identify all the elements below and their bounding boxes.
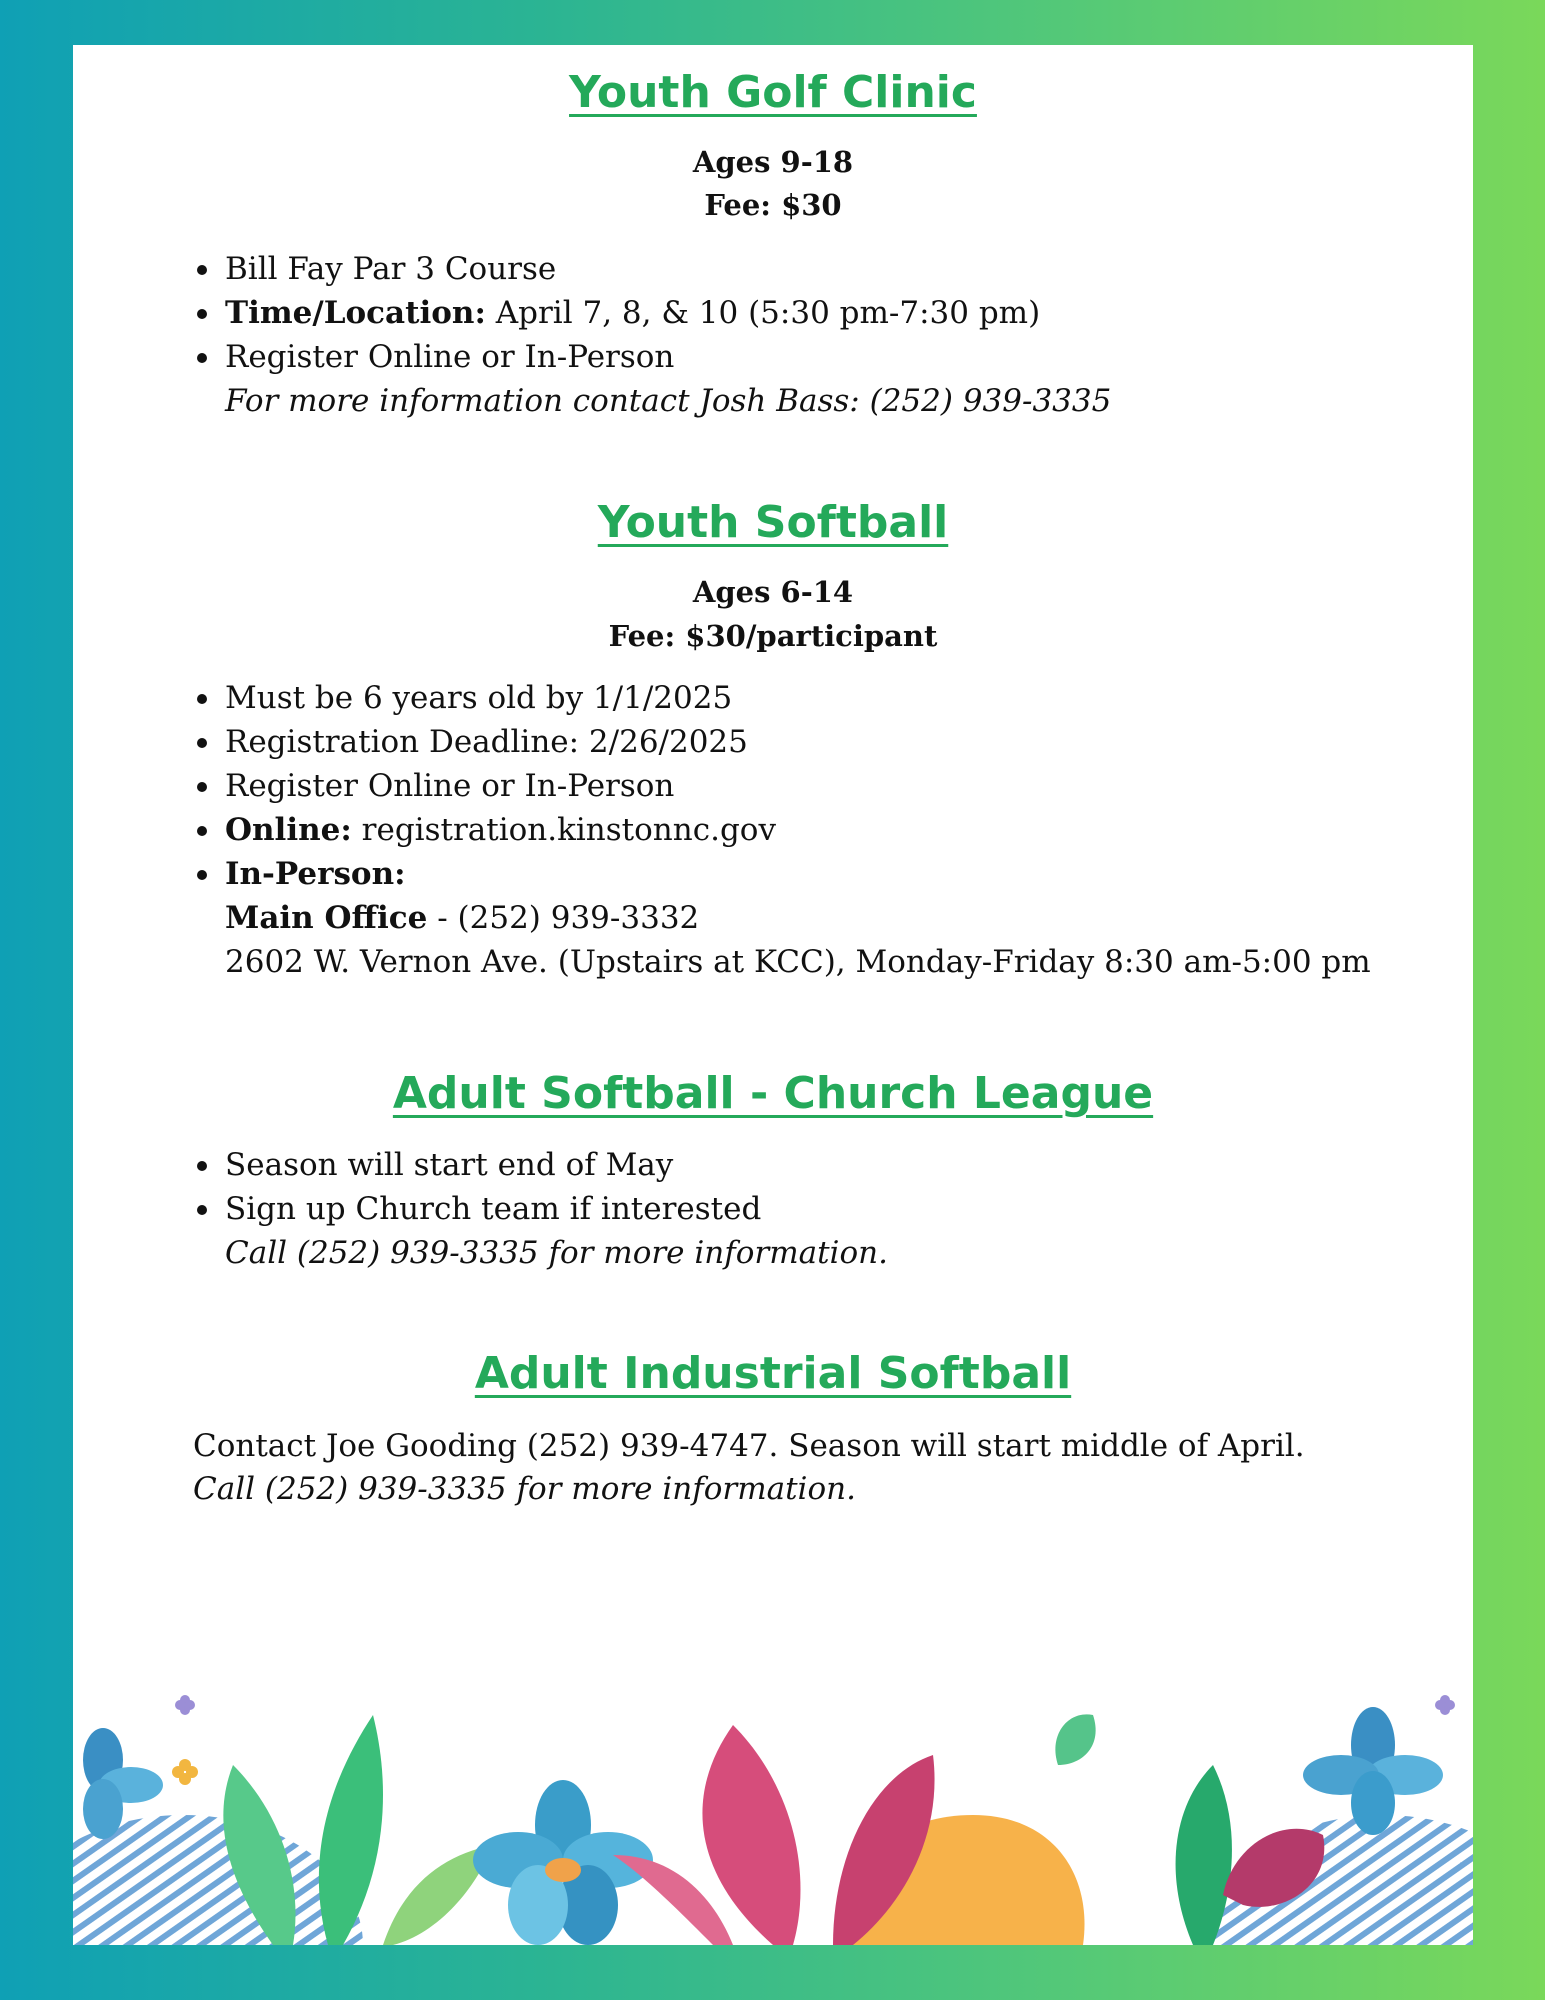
golf-fee: Fee: $30 (704, 188, 842, 222)
blue-flower (1303, 1707, 1443, 1835)
main-office-line: Main Office - (252) 939-3332 (225, 900, 700, 936)
youth-softball-heading: Youth Softball (597, 497, 949, 548)
address-line: 2602 W. Vernon Ave. (Upstairs at KCC), Monday-Friday 8:30 am-5:00 pm (225, 944, 1371, 980)
list-item: Online: registration.kinstonnc.gov (193, 808, 1371, 852)
floral-decoration (73, 1655, 1473, 1945)
youth-softball-ages: Ages 6-14 (692, 575, 854, 609)
industrial-contact: Contact Joe Gooding (252) 939-4747. Season will start middle of April. (193, 1428, 1305, 1464)
list-item: Register Online or In-Person (193, 764, 1371, 808)
list-item: Time/Location: April 7, 8, & 10 (5:30 pm-7:30 pm) (193, 291, 1111, 335)
youth-softball-fee: Fee: $30/participant (608, 619, 938, 653)
flyer-page (73, 45, 1473, 1945)
list-item: Bill Fay Par 3 Course (193, 247, 1111, 291)
list-item: Must be 6 years old by 1/1/2025 (193, 676, 1371, 720)
golf-heading: Youth Golf Clinic (569, 67, 977, 118)
golf-contact: For more information contact Josh Bass: (252) 939-3335 (225, 383, 1112, 419)
list-item: Season will start end of May (193, 1143, 888, 1187)
small-flower (172, 1759, 198, 1785)
list-item: Registration Deadline: 2/26/2025 (193, 720, 1371, 764)
church-league-heading: Adult Softball - Church League (392, 1068, 1154, 1119)
list-item: In-Person: (193, 852, 1371, 896)
youth-softball-list (193, 676, 1371, 984)
golf-list (193, 247, 1111, 423)
church-call: Call (252) 939-3335 for more information. (225, 1235, 888, 1271)
green-leaf (1055, 1714, 1095, 1765)
small-flower (1435, 1695, 1455, 1715)
industrial-call: Call (252) 939-3335 for more information. (193, 1471, 856, 1507)
industrial-heading: Adult Industrial Softball (474, 1348, 1072, 1399)
green-leaf (319, 1715, 383, 1945)
church-list (193, 1143, 888, 1275)
small-flower (175, 1695, 195, 1715)
list-item: Register Online or In-Person (193, 335, 1111, 379)
list-item: Sign up Church team if interested (193, 1187, 888, 1231)
golf-ages: Ages 9-18 (692, 145, 854, 179)
pink-leaf (702, 1725, 800, 1945)
